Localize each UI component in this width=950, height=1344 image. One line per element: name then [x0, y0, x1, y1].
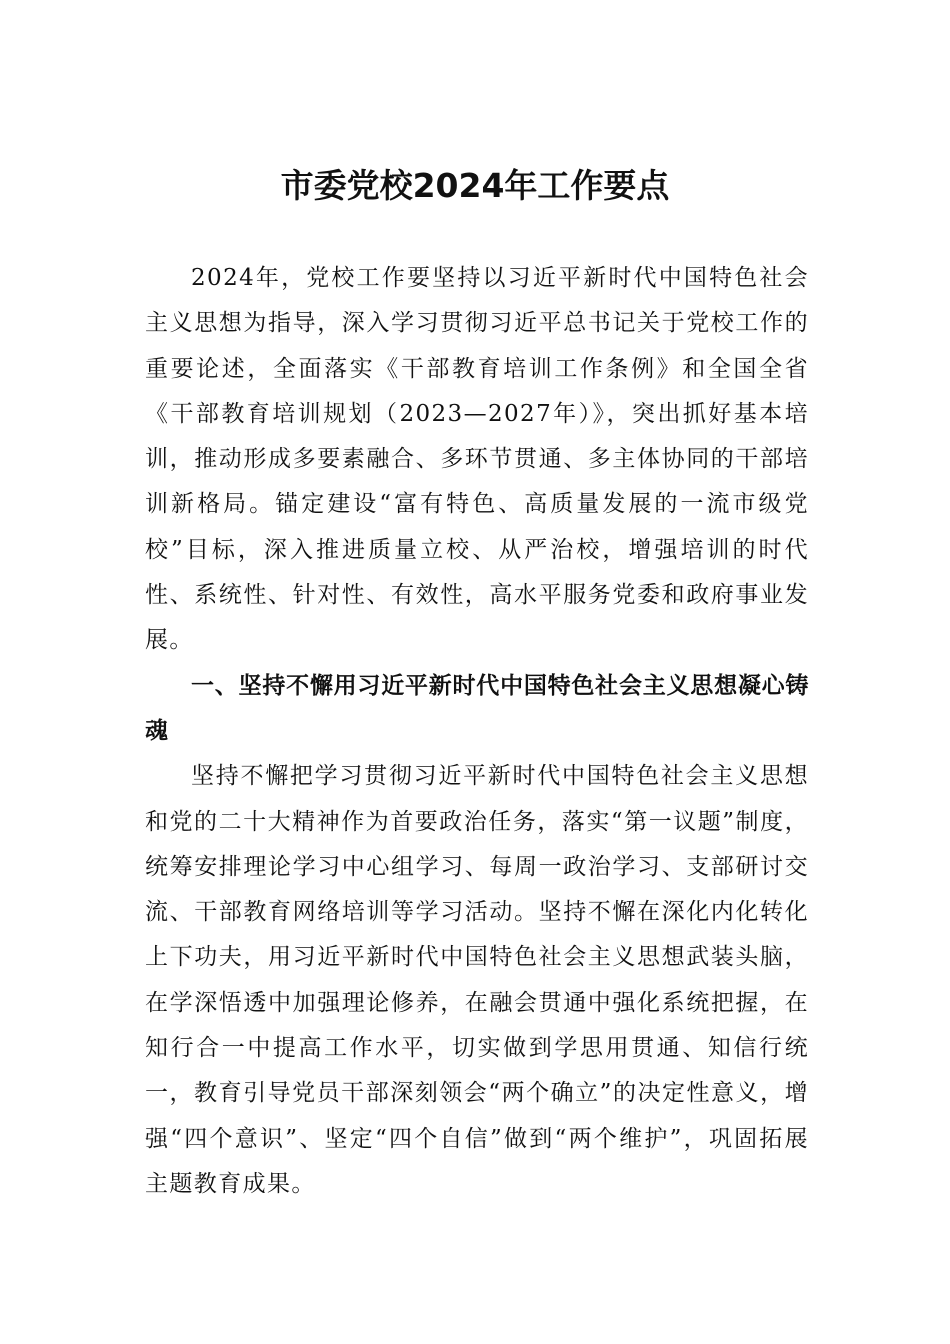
- document-body: [145, 256, 809, 1207]
- intro-paragraph: 2024年，党校工作要坚持以习近平新时代中国特色社会主义思想为指导，深入学习贯彻习近平总书记关于党校工作的重要论述，全面落实《干部教育培训工作条例》和全国全省《干部教育培训规划（2023—2027年）》，突出抓好基本培训，推动形成多要素融合、多环节贯通、多主体协同的干部培训新格局。锚定建设“富有特色、高质量发展的一流市级党校”目标，深入推进质量立校、从严治校，增强培训的时代性、系统性、针对性、有效性，高水平服务党委和政府事业发展。: [145, 265, 809, 654]
- document-title: 市委党校2024年工作要点: [280, 166, 670, 205]
- section-1-heading: 一、坚持不懈用习近平新时代中国特色社会主义思想凝心铸魂: [145, 672, 809, 744]
- section-1-paragraph: 坚持不懈把学习贯彻习近平新时代中国特色社会主义思想和党的二十大精神作为首要政治任务，落实“第一议题”制度，统筹安排理论学习中心组学习、每周一政治学习、支部研讨交流、干部教育网络培训等学习活动。坚持不懈在深化内化转化上下功夫，用习近平新时代中国特色社会主义思想武装头脑，在学深悟透中加强理论修养，在融会贯通中强化系统把握，在知行合一中提高工作水平，切实做到学思用贯通、知信行统一，教育引导党员干部深刻领会“两个确立”的决定性意义，增强“四个意识”、坚定“四个自信”做到“两个维护”，巩固拓展主题教育成果。: [145, 763, 809, 1197]
